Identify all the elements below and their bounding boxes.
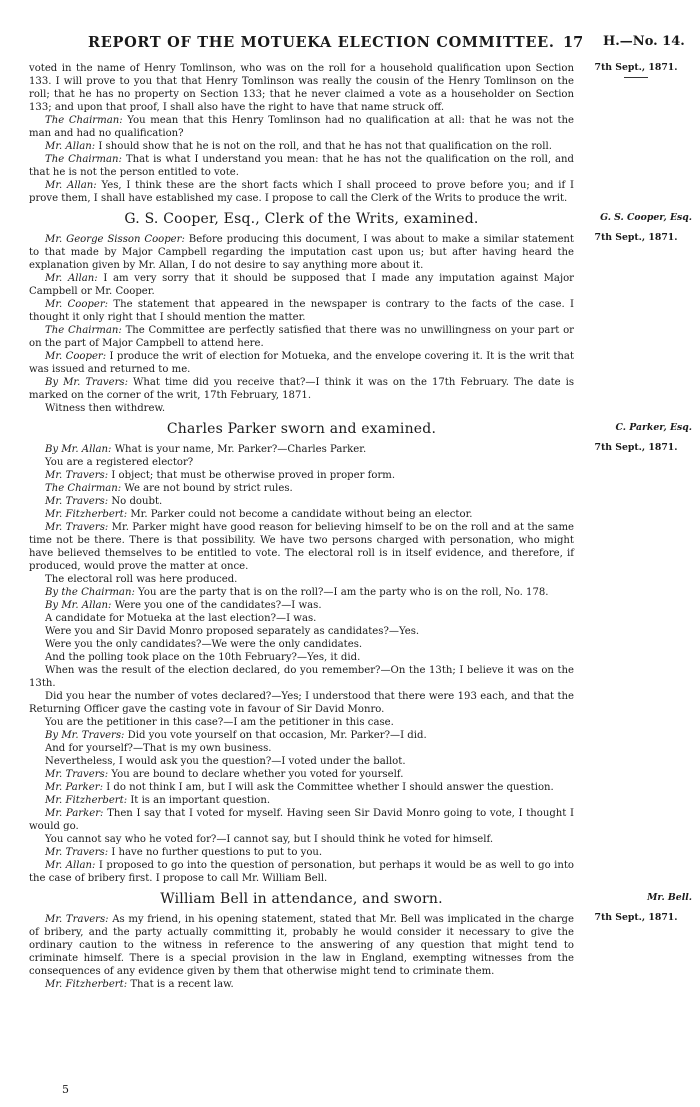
margin-rule xyxy=(624,77,648,78)
paragraph: Mr. Travers: I object; that must be otherwise proved in proper form. xyxy=(45,470,396,481)
paragraph: Did you hear the number of votes declared?—Yes; I understood that there were 193 each, and that the Returning Officer gave the casting vote in favour of Sir David Monro. xyxy=(29,691,574,715)
paragraph: By Mr. Travers: What time did you receive that?—I think it was on the 17th February. The date is marked on the corner of the writ, 17th February, 1871. xyxy=(29,377,574,401)
paragraph: Mr. Allan: I am very sorry that it should be supposed that I made any imputation against Major Campbell or Mr. Cooper. xyxy=(29,273,574,297)
speaker: The Chairman: xyxy=(45,115,123,126)
margin-note xyxy=(580,62,692,78)
paragraph: voted in the name of Henry Tomlinson, who was on the roll for a household qualification upon Section 133. I will prove to you that that Henry Tomlinson was really the cousin of the Henry Tomlinson on the roll; that he has no property on Section 133; that he never claimed a vote as a householder on Section 133; and upon that proof, I shall also have the right to have that name struck off. xyxy=(29,63,574,113)
paragraph: Mr. Travers: Mr. Parker might have good reason for believing himself to be on the roll and at the same time not be there. There is that possibility. We have two persons charged with personation, who might have believed themselves to be entitled to vote. The electoral roll is in itself evidence, and therefore, if produced, would prove the matter at once. xyxy=(29,522,574,572)
paragraph: Nevertheless, I would ask you the question?—I voted under the ballot. xyxy=(45,756,406,767)
speaker: Mr. Allan: xyxy=(45,860,96,871)
speaker: By Mr. Travers: xyxy=(45,730,125,741)
margin-note xyxy=(580,892,692,924)
paragraph: Were you and Sir David Monro proposed separately as candidates?—Yes. xyxy=(45,626,420,637)
paragraph: Mr. Travers: You are bound to declare whether you voted for yourself. xyxy=(45,769,404,780)
paragraph: Were you the only candidates?—We were the only candidates. xyxy=(45,639,363,650)
document-number: H.—No. 14. xyxy=(603,34,685,49)
margin-witness: G. S. Cooper, Esq. xyxy=(600,212,692,223)
paragraph: You are a registered elector? xyxy=(45,457,194,468)
paragraph: When was the result of the election declared, do you remember?—On the 13th; I believe it was on the 13th. xyxy=(29,665,574,689)
paragraph: Mr. Fitzherbert: It is an important question. xyxy=(45,795,271,806)
margin-note xyxy=(580,212,692,244)
paragraph: Mr. Parker: Then I say that I voted for myself. Having seen Sir David Monro going to vote, I thought I would go. xyxy=(29,808,574,832)
signature-mark: 5 xyxy=(62,1083,69,1096)
speaker: Mr. Fitzherbert: xyxy=(45,509,128,520)
speaker: Mr. Travers: xyxy=(45,496,109,507)
section-heading: William Bell in attendance, and sworn. xyxy=(160,891,443,907)
speaker: Mr. Travers: xyxy=(45,470,109,481)
paragraph: Mr. Allan: Yes, I think these are the short facts which I shall proceed to prove before you; and if I prove them, I shall have established my case. I propose to call the Clerk of the Writs to produce the writ. xyxy=(29,180,574,204)
speaker: The Chairman: xyxy=(45,154,122,165)
paragraph: The Chairman: The Committee are perfectly satisfied that there was no unwillingness on your part or on the part of Major Campbell to attend here. xyxy=(29,325,575,349)
margin-date: 7th Sept., 1871. xyxy=(594,62,678,73)
speaker: Mr. Allan: xyxy=(45,273,98,284)
speaker: By Mr. Allan: xyxy=(45,444,112,455)
section-heading: G. S. Cooper, Esq., Clerk of the Writs, examined. xyxy=(124,211,479,227)
paragraph: Mr. Fitzherbert: Mr. Parker could not become a candidate without being an elector. xyxy=(45,509,473,520)
speaker: Mr. Travers: xyxy=(45,847,109,858)
speaker: The Chairman: xyxy=(45,325,122,336)
speaker: Mr. Allan: xyxy=(45,180,97,191)
margin-date: 7th Sept., 1871. xyxy=(594,912,678,923)
margin-date: 7th Sept., 1871. xyxy=(594,442,678,453)
margin-note xyxy=(580,422,692,454)
paragraph: The electoral roll was here produced. xyxy=(45,574,238,585)
speaker: The Chairman: xyxy=(45,483,122,494)
speaker: Mr. George Sisson Cooper: xyxy=(45,234,185,245)
paragraph: And the polling took place on the 10th February?—Yes, it did. xyxy=(45,652,361,663)
paragraph: By the Chairman: You are the party that is on the roll?—I am the party who is on the roll, No. 178. xyxy=(45,587,549,598)
paragraph: The Chairman: You mean that this Henry Tomlinson had no qualification at all: that he was not the man and had no qualification? xyxy=(29,115,574,139)
paragraph: The Chairman: We are not bound by strict rules. xyxy=(45,483,293,494)
paragraph: You are the petitioner in this case?—I am the petitioner in this case. xyxy=(45,717,394,728)
paragraph: Mr. Allan: I should show that he is not on the roll, and that he has not that qualification on the roll. xyxy=(45,141,552,152)
speaker: By the Chairman: xyxy=(45,587,135,598)
paragraph: Mr. Travers: I have no further questions to put to you. xyxy=(45,847,323,858)
paragraph: Witness then withdrew. xyxy=(45,403,166,414)
paragraph: Mr. Travers: As my friend, in his opening statement, stated that Mr. Bell was implicated in the charge of bribery, and the party actually committing it, probably he would consider it necessary to give the ordinary caution to the witness in reference to the answering of any question that might tend to criminate himself. There is a special provision in the law in England, exempting witnesses from the consequences of any evidence given by them that otherwise might tend to criminate them. xyxy=(29,914,574,977)
paragraph: By Mr. Travers: Did you vote yourself on that occasion, Mr. Parker?—I did. xyxy=(45,730,427,741)
paragraph: By Mr. Allan: Were you one of the candidates?—I was. xyxy=(45,600,322,611)
paragraph: Mr. Parker: I do not think I am, but I will ask the Committee whether I should answer the question. xyxy=(45,782,554,793)
margin-date: 7th Sept., 1871. xyxy=(594,232,678,243)
speaker: Mr. Parker: xyxy=(45,782,103,793)
page-number: 17 xyxy=(563,34,584,51)
paragraph: Mr. Travers: No doubt. xyxy=(45,496,163,507)
speaker: Mr. Travers: xyxy=(45,522,109,533)
paragraph: Mr. Fitzherbert: That is a recent law. xyxy=(45,979,234,990)
margin-witness: C. Parker, Esq. xyxy=(615,422,692,433)
speaker: By Mr. Allan: xyxy=(45,600,112,611)
speaker: Mr. Fitzherbert: xyxy=(45,979,128,990)
paragraph: Mr. Cooper: The statement that appeared in the newspaper is contrary to the facts of the case. I thought it only right that I should mention the matter. xyxy=(29,299,574,323)
paragraph: Mr. George Sisson Cooper: Before producing this document, I was about to make a similar statement to that made by Major Campbell regarding the imputation cast upon us; but after having heard the explanation given by Mr. Allan, I do not desire to say anything more about it. xyxy=(29,234,574,271)
paragraph: A candidate for Motueka at the last election?—I was. xyxy=(45,613,317,624)
speaker: Mr. Travers: xyxy=(45,914,109,925)
speaker: Mr. Allan: xyxy=(45,141,96,152)
paragraph: The Chairman: That is what I understand you mean: that he has not the qualification on the roll, and that he is not the person entitled to vote. xyxy=(29,154,574,178)
speaker: By Mr. Travers: xyxy=(45,377,128,388)
body-text xyxy=(29,62,574,991)
running-header xyxy=(0,34,700,54)
speaker: Mr. Fitzherbert: xyxy=(45,795,128,806)
speaker: Mr. Cooper: xyxy=(45,299,109,310)
paragraph: By Mr. Allan: What is your name, Mr. Parker?—Charles Parker. xyxy=(45,444,367,455)
margin-witness: Mr. Bell. xyxy=(647,892,692,903)
paragraph: Mr. Allan: I proposed to go into the question of personation, but perhaps it would be as well to go into the case of bribery first. I propose to call Mr. William Bell. xyxy=(29,860,574,884)
paragraph: You cannot say who he voted for?—I cannot say, but I should think he voted for himself. xyxy=(45,834,494,845)
paragraph: Mr. Cooper: I produce the writ of election for Motueka, and the envelope covering it. It is the writ that was issued and returned to me. xyxy=(29,351,575,375)
header-title: REPORT OF THE MOTUEKA ELECTION COMMITTEE. xyxy=(88,34,555,51)
section-heading: Charles Parker sworn and examined. xyxy=(166,421,437,437)
speaker: Mr. Parker: xyxy=(45,808,104,819)
paragraph: And for yourself?—That is my own business. xyxy=(45,743,272,754)
speaker: Mr. Cooper: xyxy=(45,351,107,362)
speaker: Mr. Travers: xyxy=(45,769,109,780)
